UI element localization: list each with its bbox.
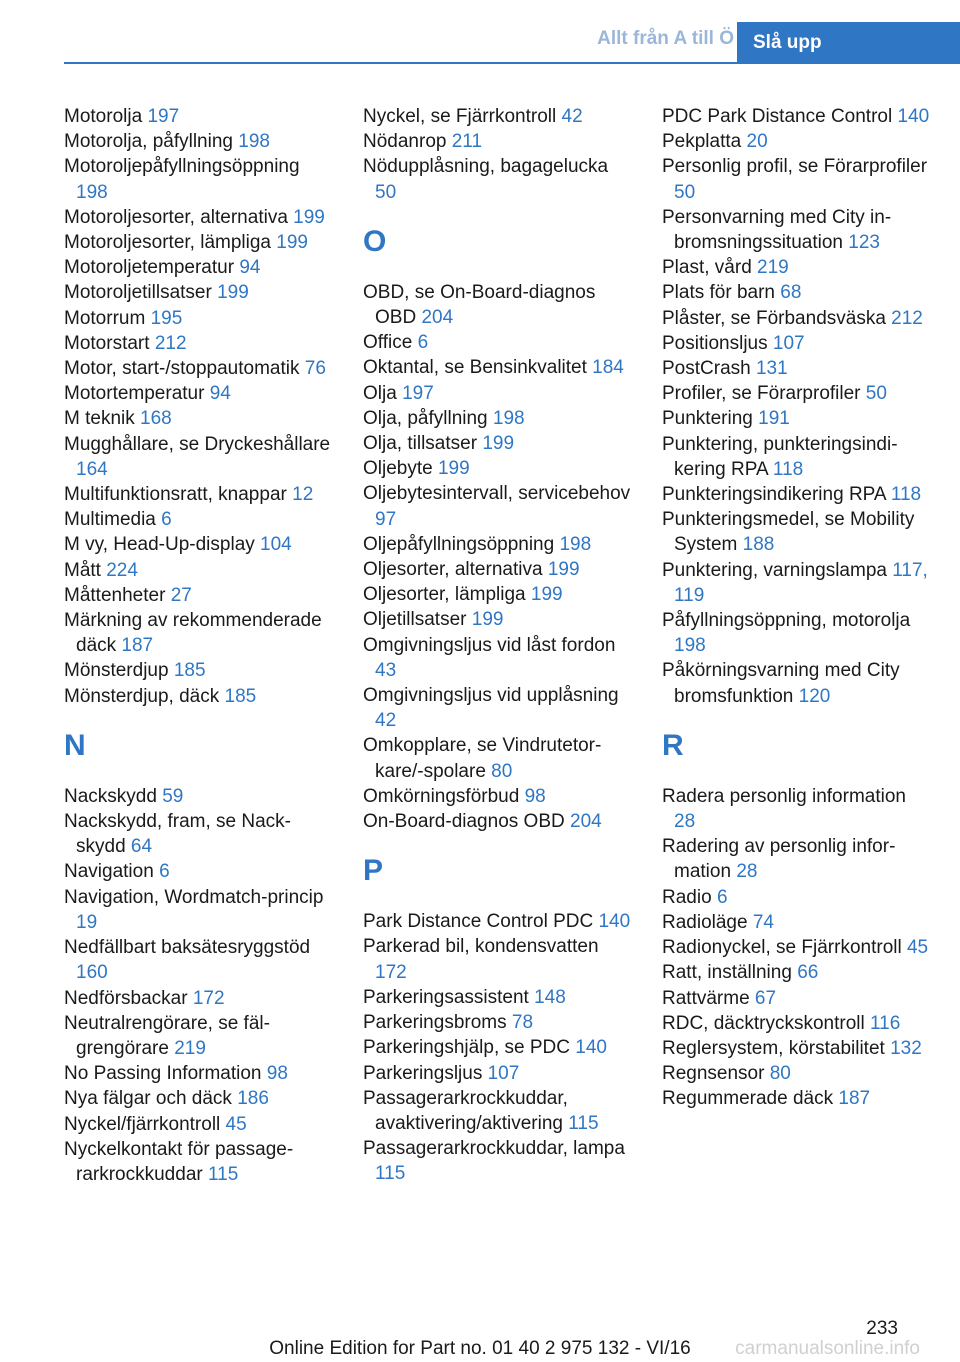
page-reference-link[interactable]: 98 — [524, 785, 546, 807]
index-entry — [64, 1086, 334, 1111]
index-entry — [64, 432, 334, 482]
index-entry-term: Navigation — [64, 861, 154, 883]
index-entry — [363, 557, 633, 582]
index-entry — [64, 205, 334, 230]
page-reference-link[interactable]: 188 — [742, 534, 775, 556]
page-reference-link[interactable]: 168 — [140, 408, 172, 430]
index-entry — [363, 1086, 633, 1136]
index-entry — [64, 1112, 334, 1137]
page-reference-link[interactable]: 104 — [260, 534, 292, 556]
index-entry-term: Punktering, punkteringsindikering RPA — [662, 433, 898, 480]
footer-edition: Online Edition for Part no. 01 40 2 975 132 - VI/16 — [269, 1338, 691, 1359]
index-entry — [64, 1011, 334, 1061]
index-entry — [662, 658, 932, 708]
index-entry — [662, 381, 932, 406]
index-entry — [662, 834, 932, 884]
index-entry-term: Nya fälgar och däck — [64, 1088, 232, 1110]
index-entry-term: Parkeringshjälp, se PDC — [363, 1037, 570, 1059]
index-entry-term: Passagerarkrockkuddar, lampa — [363, 1138, 625, 1160]
index-entry — [363, 733, 633, 783]
index-entry — [64, 406, 334, 431]
index-entry-term: Nackskydd — [64, 785, 157, 807]
page-reference-link[interactable]: 164 — [76, 458, 108, 480]
index-entry — [363, 1061, 633, 1086]
index-column-3 — [662, 104, 932, 1112]
page-reference-link[interactable]: 19 — [76, 911, 98, 933]
index-entry-term: Ratt, inställning — [662, 962, 792, 984]
page-reference-link[interactable]: 197 — [147, 106, 180, 127]
index-entry-term: Omkopplare, se Vindrutetorkare/-spolare — [363, 735, 602, 782]
index-entry — [662, 960, 932, 985]
index-entry — [64, 658, 334, 683]
index-entry — [363, 154, 633, 204]
page-reference-link[interactable]: 45 — [906, 937, 929, 959]
index-entry — [662, 356, 932, 381]
page-reference-link[interactable]: 94 — [239, 257, 261, 279]
page-reference-link[interactable]: 27 — [170, 584, 192, 606]
header-section-title: Allt från A till Ö — [597, 28, 734, 49]
index-entry — [662, 104, 932, 129]
index-entry — [363, 985, 633, 1010]
index-entry — [662, 255, 932, 280]
page-reference-link[interactable]: 74 — [752, 911, 774, 933]
index-entry — [662, 1036, 932, 1061]
page-reference-link[interactable]: 80 — [491, 760, 513, 782]
index-entry-term: Motoroljepåfyllningsöppning — [64, 156, 300, 178]
page-reference-link[interactable]: 212 — [154, 332, 187, 354]
index-entry — [64, 986, 334, 1011]
index-entry — [662, 507, 932, 557]
index-entry — [64, 306, 334, 331]
index-entry — [64, 280, 334, 305]
index-entry — [64, 558, 334, 583]
page-reference-link[interactable]: 107 — [772, 332, 805, 354]
index-column-2 — [363, 104, 633, 1187]
index-entry-term: Nödupplåsning, bagagelucka — [363, 156, 609, 178]
index-entry-term: Plåster, se Förbandsväska — [662, 307, 886, 329]
page-reference-link[interactable]: 211 — [451, 131, 483, 153]
index-entry — [363, 607, 633, 632]
index-entry — [363, 532, 633, 557]
index-entry-term: Multimedia — [64, 509, 156, 531]
page-reference-link[interactable]: 199 — [276, 232, 308, 254]
index-entry-term: PostCrash — [662, 358, 751, 380]
page-reference-link[interactable]: 98 — [266, 1063, 288, 1085]
index-entry-term: Påfyllningsöppning, motorolja — [662, 610, 911, 632]
index-entry-term: Plast, vård — [662, 257, 752, 279]
index-entry-term: RDC, däcktryckskontroll — [662, 1012, 865, 1034]
page-reference-link[interactable]: 115 — [375, 1163, 406, 1185]
index-column-1 — [64, 104, 334, 1187]
index-entry — [64, 1137, 334, 1187]
index-entry — [64, 809, 334, 859]
index-entry-term: Office — [363, 332, 413, 354]
index-entry — [662, 1061, 932, 1086]
index-entry-term: Olja — [363, 382, 397, 404]
page-reference-link[interactable]: 20 — [746, 131, 768, 153]
index-entry-term: Radering av personlig information — [662, 836, 896, 883]
index-entry-term: Nackskydd, fram, se Nackskydd — [64, 811, 291, 858]
page-reference-link[interactable]: 198 — [559, 533, 592, 555]
index-entry-term: Punkteringsindikering RPA — [662, 484, 886, 506]
index-entry — [363, 1035, 633, 1060]
index-entry-term: Nyckelkontakt för passagerarkrockkuddar — [64, 1138, 294, 1185]
index-entry-term: Profiler, se Förarprofiler — [662, 383, 861, 405]
index-entry — [363, 129, 633, 154]
page-reference-link[interactable]: 199 — [547, 559, 580, 581]
index-entry — [662, 205, 932, 255]
index-entry — [363, 431, 633, 456]
page-reference-link[interactable]: 199 — [482, 433, 515, 455]
index-entry — [64, 507, 334, 532]
page-reference-link[interactable]: 160 — [76, 962, 108, 984]
index-entry — [64, 1061, 334, 1086]
index-entry — [64, 935, 334, 985]
index-entry — [363, 934, 633, 984]
index-entry — [662, 1011, 932, 1036]
index-entry — [662, 432, 932, 482]
index-entry-term: Motorolja — [64, 106, 143, 127]
index-entry-term: Motoroljesorter, alternativa — [64, 206, 288, 228]
page-reference-link[interactable]: 195 — [150, 307, 183, 329]
page-reference-link[interactable]: 185 — [224, 685, 257, 707]
index-entry-term: Påkörningsvarning med City bromsfunktion — [662, 660, 900, 707]
page-reference-link[interactable]: 6 — [161, 509, 172, 531]
page-reference-link[interactable]: 42 — [375, 710, 397, 732]
page-reference-link[interactable]: 198 — [674, 635, 706, 657]
page-reference-link[interactable]: 50 — [865, 383, 887, 405]
index-entry — [662, 406, 932, 431]
index-entry — [363, 1010, 633, 1035]
page-reference-link[interactable]: 204 — [421, 307, 454, 329]
page-reference-link[interactable]: 80 — [769, 1063, 791, 1085]
index-entry — [64, 129, 334, 154]
page-reference-link[interactable]: 123 — [848, 232, 880, 254]
page-reference-link[interactable]: 198 — [76, 181, 108, 203]
page-reference-link[interactable]: 115 — [568, 1112, 599, 1134]
index-entry — [363, 1136, 633, 1186]
index-entry-term: Oktantal, se Bensinkvalitet — [363, 357, 587, 379]
index-entry-term: Regnsensor — [662, 1063, 765, 1085]
page-reference-link[interactable]: 68 — [780, 282, 802, 304]
index-entry-term: Parkeringsassistent — [363, 986, 529, 1008]
page-reference-link[interactable]: 42 — [561, 106, 583, 127]
index-entry-term: Mönsterdjup, däck — [64, 685, 220, 707]
index-entry-term: Mått — [64, 559, 101, 581]
index-entry-term: Märkning av rekommenderade däck — [64, 610, 322, 657]
index-entry — [662, 306, 932, 331]
page-reference-link[interactable]: 107 — [487, 1062, 520, 1084]
page-reference-link[interactable]: 115 — [208, 1163, 239, 1185]
index-entry-term: Motorrum — [64, 307, 146, 329]
index-entry-term: Nödanrop — [363, 131, 447, 153]
page-reference-link[interactable]: 97 — [375, 508, 397, 530]
page-reference-link[interactable]: 120 — [798, 685, 831, 707]
index-entry — [363, 683, 633, 733]
page-reference-link[interactable]: 117, 119 — [674, 559, 928, 606]
index-entry-term: Oljebytesintervall, servicebehov — [363, 483, 631, 505]
page-reference-link[interactable]: 198 — [238, 131, 270, 153]
index-entry-term: Omkörningsförbud — [363, 785, 520, 807]
index-entry-term: Rattvärme — [662, 987, 750, 1009]
index-entry — [64, 608, 334, 658]
index-entry-term: Motorolja, påfyllning — [64, 131, 233, 153]
page-reference-link[interactable]: 219 — [757, 257, 789, 279]
index-entry-term: Omgivningsljus vid upplåsning — [363, 685, 619, 707]
index-entry-term: Navigation, Wordmatch-princip — [64, 886, 324, 908]
index-entry — [363, 481, 633, 531]
index-entry-term: Radio — [662, 886, 712, 908]
index-entry — [64, 532, 334, 557]
index-entry-term: Mugghållare, se Dryckeshållare — [64, 433, 331, 455]
index-entry-term: Olja, påfyllning — [363, 407, 488, 429]
index-entry — [64, 859, 334, 884]
index-entry — [363, 355, 633, 380]
index-entry — [363, 330, 633, 355]
index-entry-term: Radionyckel, se Fjärrkontroll — [662, 937, 902, 959]
page-reference-link[interactable]: 191 — [758, 408, 790, 430]
index-entry — [662, 986, 932, 1011]
index-entry — [64, 154, 334, 204]
page-reference-link[interactable]: 50 — [375, 181, 397, 203]
index-entry-term: Parkerad bil, kondensvatten — [363, 936, 599, 958]
index-entry-term: Reglersystem, körstabilitet — [662, 1037, 885, 1059]
index-entry-term: Parkeringsbroms — [363, 1012, 507, 1034]
index-entry-term: Plats för barn — [662, 282, 775, 304]
page-reference-link[interactable]: 59 — [162, 785, 184, 807]
page-reference-link[interactable]: 50 — [674, 181, 696, 203]
page-reference-link[interactable]: 64 — [130, 836, 153, 858]
page-reference-link[interactable]: 204 — [570, 811, 602, 833]
index-entry-term: Motoroljetemperatur — [64, 257, 235, 279]
page-reference-link[interactable]: 187 — [121, 635, 154, 657]
index-entry — [64, 381, 334, 406]
index-entry-term: PDC Park Distance Control — [662, 106, 893, 127]
header-tab: Slå upp — [737, 22, 960, 64]
page-reference-link[interactable]: 199 — [437, 458, 470, 480]
index-entry — [363, 280, 633, 330]
page-reference-link[interactable]: 116 — [870, 1012, 901, 1034]
index-entry — [363, 809, 633, 834]
page-reference-link[interactable]: 224 — [106, 559, 138, 581]
page-reference-link[interactable]: 148 — [534, 986, 566, 1008]
page-reference-link[interactable]: 67 — [754, 987, 777, 1009]
index-entry — [662, 885, 932, 910]
page-reference-link[interactable]: 185 — [173, 660, 206, 682]
index-entry — [64, 331, 334, 356]
index-entry-term: Personvarning med City inbromsningssituation — [662, 206, 892, 254]
index-entry-term: OBD, se On-Board-diagnos OBD — [363, 281, 596, 329]
page-reference-link[interactable]: 94 — [209, 383, 231, 405]
index-entry-term: M vy, Head-Up-display — [64, 534, 255, 556]
index-entry-term: Nedfällbart baksätesryggstöd — [64, 937, 311, 959]
index-entry — [662, 331, 932, 356]
page-reference-link[interactable]: 140 — [598, 911, 631, 933]
page-number: 233 — [866, 1318, 898, 1339]
page-reference-link[interactable]: 199 — [293, 206, 325, 228]
index-entry-term: M teknik — [64, 408, 135, 430]
page-reference-link[interactable]: 199 — [471, 609, 504, 631]
index-entry — [662, 935, 932, 960]
index-entry — [662, 154, 932, 204]
page-reference-link[interactable]: 43 — [375, 659, 397, 681]
index-entry-term: Pekplatta — [662, 131, 742, 153]
page-reference-link[interactable]: 186 — [237, 1088, 269, 1110]
index-entry-term: Motorstart — [64, 332, 150, 354]
index-entry-term: Oljetillsatser — [363, 609, 467, 631]
section-letter: P — [363, 854, 384, 888]
page-reference-link[interactable]: 28 — [736, 861, 758, 883]
index-entry-term: Punkteringsmedel, se Mobility System — [662, 509, 915, 556]
index-entry-term: Oljesorter, lämpliga — [363, 584, 526, 606]
index-entry-term: Passagerarkrockkuddar, avaktivering/aktivering — [363, 1087, 568, 1134]
index-entry-term: Parkeringsljus — [363, 1062, 483, 1084]
index-entry-term: Oljepåfyllningsöppning — [363, 533, 555, 555]
page-reference-link[interactable]: 199 — [530, 584, 563, 606]
index-entry-term: Nedförsbackar — [64, 987, 188, 1009]
index-entry-term: Park Distance Control PDC — [363, 911, 594, 933]
page-reference-link[interactable]: 66 — [797, 962, 819, 984]
section-letter: O — [363, 224, 387, 258]
index-entry-term: Nyckel/fjärrkontroll — [64, 1113, 221, 1135]
index-entry-term: On-Board-diagnos OBD — [363, 811, 565, 833]
page-reference-link[interactable]: 184 — [592, 357, 624, 379]
index-entry — [662, 129, 932, 154]
index-entry-term: Mönsterdjup — [64, 660, 169, 682]
index-entry-term: Olja, tillsatser — [363, 433, 478, 455]
page-reference-link[interactable]: 6 — [417, 332, 429, 354]
page-reference-link[interactable]: 6 — [716, 886, 728, 908]
index-entry-term: Omgivningsljus vid låst fordon — [363, 634, 616, 656]
index-entry — [363, 456, 633, 481]
page-reference-link[interactable]: 212 — [891, 307, 923, 329]
index-entry — [363, 406, 633, 431]
index-entry — [363, 104, 633, 129]
page-reference-link[interactable]: 187 — [838, 1088, 871, 1110]
index-entry-term: No Passing Information — [64, 1063, 262, 1085]
index-entry — [64, 255, 334, 280]
page-reference-link[interactable]: 197 — [402, 382, 434, 404]
page-reference-link[interactable]: 131 — [755, 358, 788, 380]
index-entry-term: Nyckel, se Fjärrkontroll — [363, 106, 557, 127]
page-reference-link[interactable]: 172 — [192, 987, 225, 1009]
index-entry-term: Oljesorter, alternativa — [363, 559, 543, 581]
index-entry-term: Positionsljus — [662, 332, 768, 354]
index-entry — [64, 684, 334, 709]
watermark: carmanualsonline.info — [735, 1338, 920, 1359]
page-reference-link[interactable]: 12 — [292, 484, 314, 506]
index-entry-term: Radera personlig information — [662, 785, 906, 807]
page-reference-link[interactable]: 118 — [772, 458, 804, 480]
page-reference-link[interactable]: 132 — [890, 1037, 922, 1059]
index-entry — [64, 784, 334, 809]
index-entry-term: Motor, start-/stoppautomatik — [64, 358, 300, 380]
index-entry — [64, 230, 334, 255]
index-entry — [64, 356, 334, 381]
index-entry — [363, 909, 633, 934]
index-entry — [64, 583, 334, 608]
page-reference-link[interactable]: 219 — [174, 1037, 206, 1059]
index-entry — [64, 885, 334, 935]
index-entry-term: Oljebyte — [363, 458, 433, 480]
page-reference-link[interactable]: 118 — [890, 484, 922, 506]
index-entry — [662, 784, 932, 834]
index-entry — [363, 784, 633, 809]
index-entry-term: Punktering — [662, 408, 753, 430]
index-entry — [662, 482, 932, 507]
page-reference-link[interactable]: 140 — [575, 1037, 607, 1059]
index-entry — [662, 280, 932, 305]
index-entry-term: Personlig profil, se Förarprofiler — [662, 156, 928, 178]
page-reference-link[interactable]: 78 — [511, 1012, 534, 1034]
index-entry-term: Radioläge — [662, 911, 748, 933]
index-entry — [662, 608, 932, 658]
index-entry — [363, 633, 633, 683]
section-letter: N — [64, 728, 86, 762]
index-entry-term: Måttenheter — [64, 584, 166, 606]
page-reference-link[interactable]: 198 — [492, 407, 525, 429]
index-entry — [363, 381, 633, 406]
page-reference-link[interactable]: 6 — [159, 861, 170, 883]
index-entry-term: Neutralrengörare, se fälgrengörare — [64, 1012, 270, 1059]
page-reference-link[interactable]: 199 — [217, 282, 249, 304]
index-entry — [662, 558, 932, 608]
index-entry — [64, 482, 334, 507]
page-reference-link[interactable]: 76 — [304, 358, 326, 380]
page-reference-link[interactable]: 140 — [897, 106, 930, 127]
index-entry-term: Motoroljesorter, lämpliga — [64, 232, 271, 254]
index-entry-term: Motortemperatur — [64, 383, 205, 405]
index-entry-term: Regummerade däck — [662, 1088, 834, 1110]
page-reference-link[interactable]: 28 — [674, 811, 696, 833]
page-reference-link[interactable]: 45 — [225, 1113, 247, 1135]
index-entry — [363, 582, 633, 607]
index-entry-term: Multifunktionsratt, knappar — [64, 484, 287, 506]
page-reference-link[interactable]: 172 — [375, 961, 407, 983]
index-entry — [662, 910, 932, 935]
index-entry — [64, 104, 334, 129]
section-letter: R — [662, 728, 684, 762]
index-entry-term: Motoroljetillsatser — [64, 282, 212, 304]
index-entry-term: Punktering, varningslampa — [662, 559, 887, 581]
index-entry — [662, 1086, 932, 1111]
